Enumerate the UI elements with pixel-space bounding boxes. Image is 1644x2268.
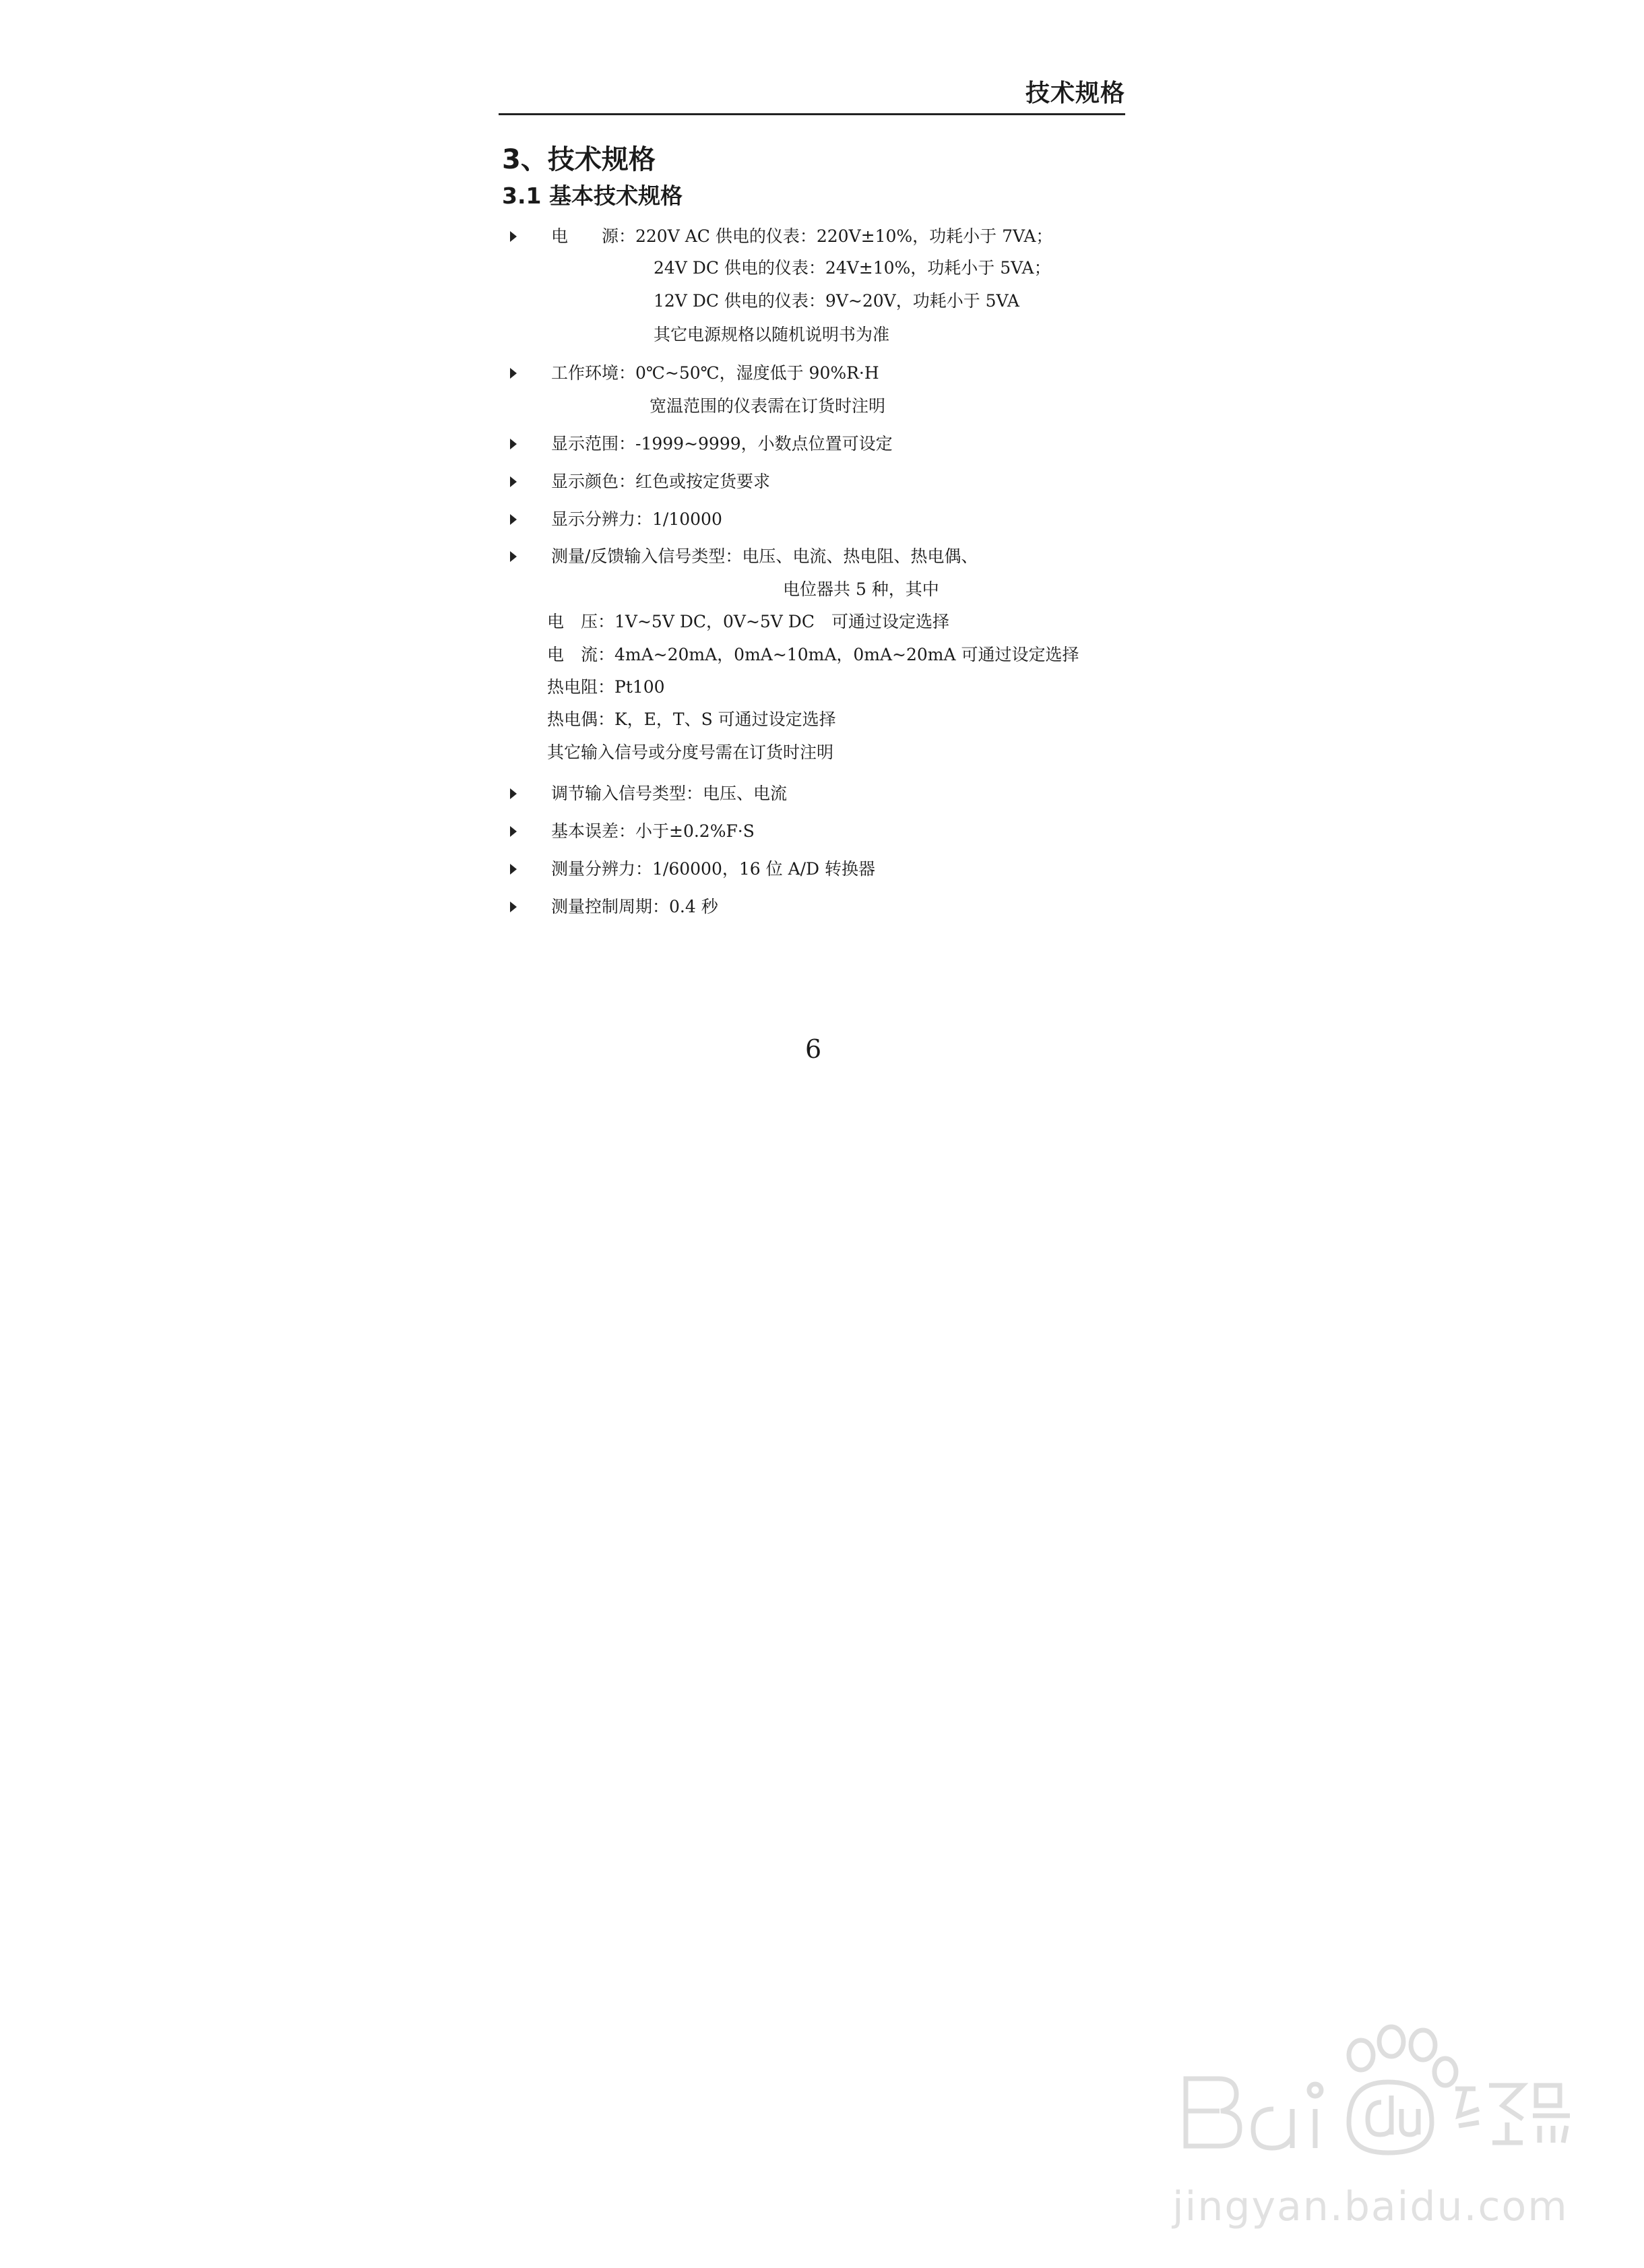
baidu-paw-logo-icon [1172,2015,1577,2183]
spec-power-line-3: 12V DC 供电的仪表：9V~20V，功耗小于 5VA [654,291,1019,311]
spec-input-other: 其它输入信号或分度号需在订货时注明 [547,743,834,762]
subsection-title: 3.1 基本技术规格 [502,183,683,209]
section-title: 3、技术规格 [502,144,656,175]
bullet-icon [510,551,517,562]
running-header-title: 技术规格 [1025,80,1125,107]
spec-input-current: 电 流：4mA~20mA，0mA~10mA，0mA~20mA 可通过设定选择 [547,645,1079,664]
spec-power-line-2: 24V DC 供电的仪表：24V±10%，功耗小于 5VA； [654,258,1051,278]
bullet-icon [510,902,517,912]
spec-display-range: 显示范围：-1999~9999，小数点位置可设定 [551,434,893,453]
spec-measure-resolution: 测量分辨力：1/60000，16 位 A/D 转换器 [551,859,876,879]
watermark-logo [1172,2015,1577,2237]
bullet-icon [510,514,517,525]
spec-input-voltage: 电 压：1V~5V DC，0V~5V DC 可通过设定选择 [547,612,949,631]
page-number: 6 [805,1034,822,1064]
bullet-icon [510,439,517,449]
bullet-icon [510,231,517,242]
spec-control-period: 测量控制周期：0.4 秒 [551,897,718,916]
spec-input-line-2: 电位器共 5 种，其中 [783,579,939,599]
bullet-icon [510,476,517,487]
spec-env-line-2: 宽温范围的仪表需在订货时注明 [650,396,886,416]
spec-env-line-1: 工作环境：0℃~50℃，湿度低于 90%R·H [551,363,879,383]
spec-power-line-4: 其它电源规格以随机说明书为准 [654,325,890,344]
running-header [499,74,1125,115]
bullet-icon [510,368,517,379]
spec-control-input: 调节输入信号类型：电压、电流 [551,784,788,803]
spec-display-color: 显示颜色：红色或按定货要求 [551,472,771,491]
bullet-icon [510,826,517,837]
bullet-icon [510,788,517,799]
watermark-url: jingyan.baidu.com [1172,2183,1569,2230]
spec-power-line-1: 电 源：220V AC 供电的仪表：220V±10%，功耗小于 7VA； [551,226,1053,246]
spec-input-line-1: 测量/反馈输入信号类型：电压、电流、热电阻、热电偶、 [551,546,978,566]
spec-input-thermocouple: 热电偶：K，E，T、S 可通过设定选择 [547,710,836,729]
spec-input-rtd: 热电阻：Pt100 [547,677,665,697]
spec-basic-error: 基本误差：小于±0.2%F·S [551,821,755,841]
bullet-icon [510,864,517,875]
spec-display-resolution: 显示分辨力：1/10000 [551,509,722,529]
